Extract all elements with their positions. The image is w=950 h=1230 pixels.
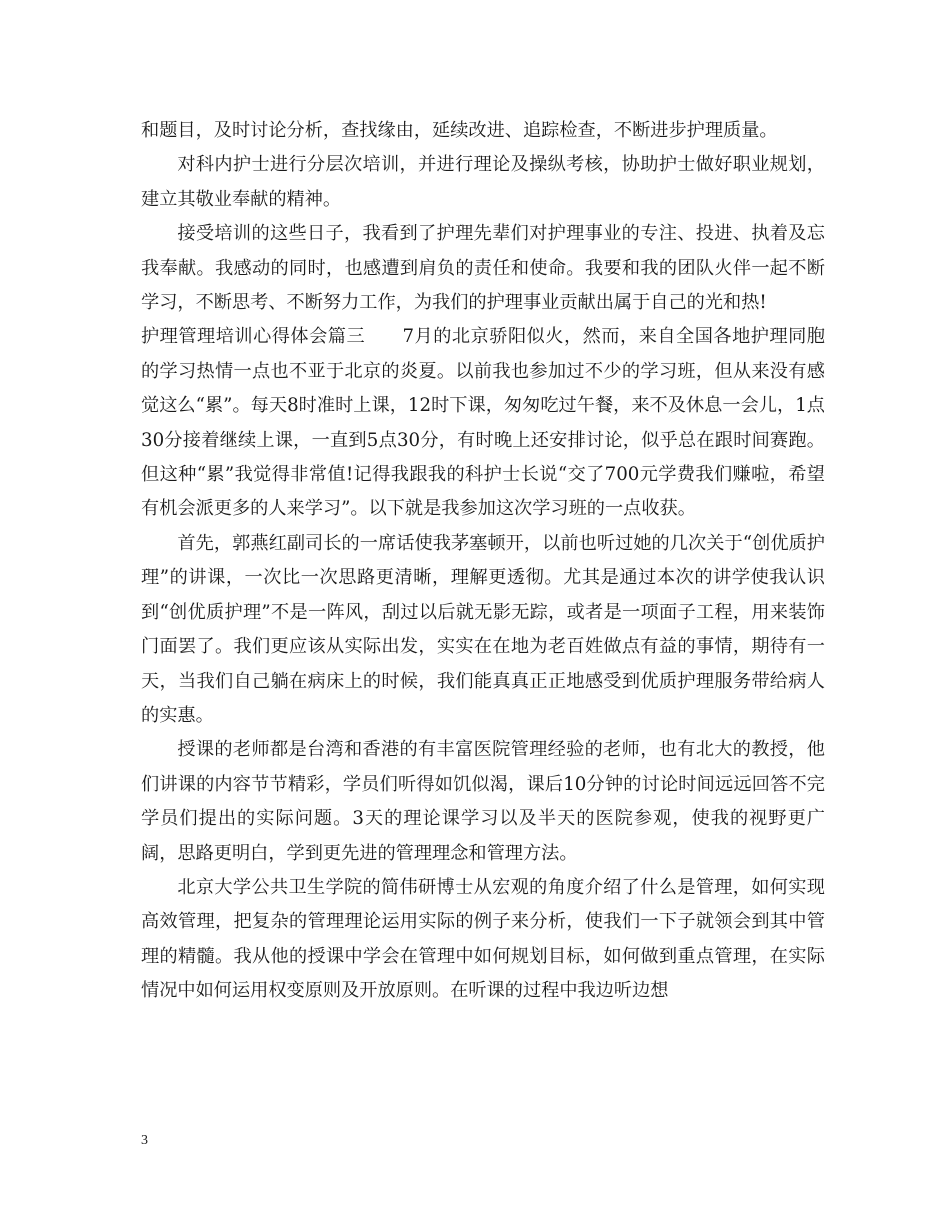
paragraph-5: 首先，郭燕红副司长的一席话使我茅塞顿开，以前也听过她的几次关于“创优质护理”的讲课，一次比一次思路更清晰，理解更透彻。尤其是通过本次的讲学使我认识到“创优质护理”不是一阵风，刮过以后就无影无踪，或者是一项面子工程，用来装饰门面罢了。我们更应该从实际出发，实实在在地为老百姓做点有益的事情，期待有一天，当我们自己躺在病床上的时候，我们能真真正正地感受到优质护理服务带给病人的实惠。 <box>141 532 825 726</box>
paragraph-6: 授课的老师都是台湾和香港的有丰富医院管理经验的老师，也有北大的教授，他们讲课的内容节节精彩，学员们听得如饥似渴，课后10分钟的讨论时间远远回答不完学员们提出的实际问题。3天的理论课学习以及半天的医院参观，使我的视野更广阔，思路更明白，学到更先进的管理理念和管理方法。 <box>141 739 825 864</box>
paragraph-1: 和题目，及时讨论分析，查找缘由，延续改进、追踪检查，不断进步护理质量。 <box>141 120 778 141</box>
page-number: 3 <box>141 1133 148 1148</box>
document-body <box>141 114 825 1009</box>
paragraph-3: 接受培训的这些日子，我看到了护理先辈们对护理事业的专注、投进、执着及忘我奉献。我感动的同时，也感遭到肩负的责任和使命。我要和我的团队火伴一起不断学习，不断思考、不断努力工作，为我们的护理事业贡献出属于自己的光和热! <box>141 223 825 314</box>
paragraph-7: 北京大学公共卫生学院的简伟研博士从宏观的角度介绍了什么是管理，如何实现高效管理，把复杂的管理理论运用实际的例子来分析，使我们一下子就领会到其中管理的精髓。我从他的授课中学会在管理中如何规划目标，如何做到重点管理，在实际情况中如何运用权变原则及开放原则。在听课的过程中我边听边想 <box>141 876 825 1002</box>
paragraph-2: 对科内护士进行分层次培训，并进行理论及操纵考核，协助护士做好职业规划，建立其敬业奉献的精神。 <box>141 154 825 210</box>
paragraph-4-section-heading: 护理管理培训心得体会篇三 7月的北京骄阳似火，然而，来自全国各地护理同胞的学习热情一点也不亚于北京的炎夏。以前我也参加过不少的学习班，但从来没有感觉这么“累”。每天8时准时上课，12时下课，匆匆吃过午餐，来不及休息一会儿，1点30分接着继续上课，一直到5点30分，有时晚上还安排讨论，似乎总在跟时间赛跑。但这种“累”我觉得非常值!记得我跟我的科护士长说“交了700元学费我们赚啦，希望有机会派更多的人来学习”。以下就是我参加这次学习班的一点收获。 <box>141 326 825 520</box>
